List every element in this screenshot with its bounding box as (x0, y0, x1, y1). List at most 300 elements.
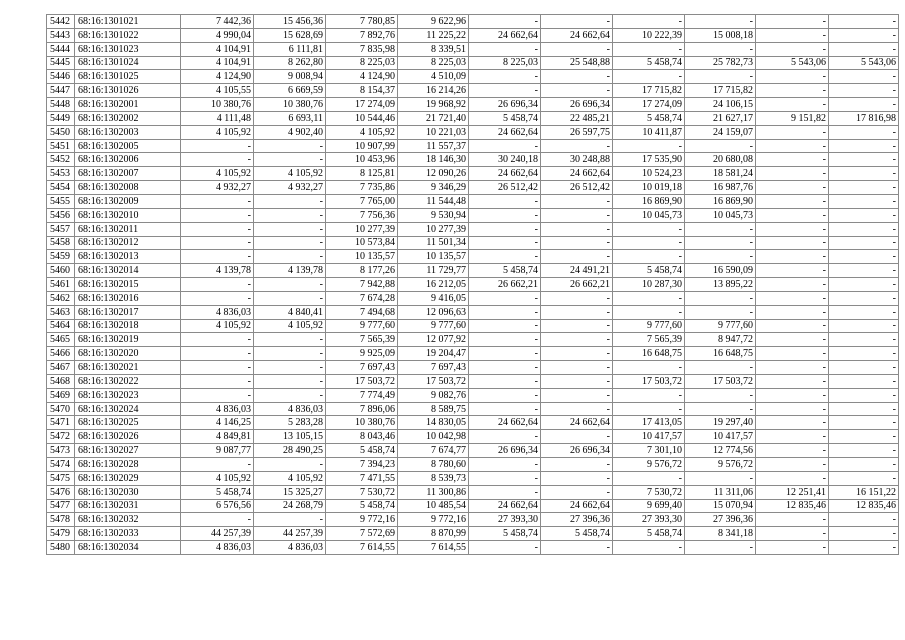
row-number-cell: 5465 (47, 333, 75, 347)
value-cell: - (254, 278, 326, 292)
value-cell: 4 932,27 (254, 181, 326, 195)
value-cell: - (541, 139, 613, 153)
value-cell: 7 674,77 (398, 444, 469, 458)
value-cell: 10 417,57 (613, 430, 685, 444)
value-cell: - (469, 347, 541, 361)
cadastral-code-cell: 68:16:1301021 (75, 15, 181, 29)
value-cell: 24 662,64 (469, 28, 541, 42)
value-cell: 8 125,81 (326, 167, 398, 181)
value-cell: 7 765,00 (326, 194, 398, 208)
value-cell: 8 262,80 (254, 56, 326, 70)
value-cell: 17 715,82 (685, 84, 756, 98)
value-cell: - (613, 471, 685, 485)
value-cell: - (829, 471, 899, 485)
value-cell: 8 947,72 (685, 333, 756, 347)
value-cell: - (541, 347, 613, 361)
value-cell: 7 896,06 (326, 402, 398, 416)
value-cell: 19 297,40 (685, 416, 756, 430)
row-number-cell: 5447 (47, 84, 75, 98)
value-cell: - (541, 305, 613, 319)
value-cell: - (829, 167, 899, 181)
cadastral-code-cell: 68:16:1302009 (75, 194, 181, 208)
value-cell: 15 325,27 (254, 485, 326, 499)
value-cell: - (469, 430, 541, 444)
row-number-cell: 5445 (47, 56, 75, 70)
value-cell: 4 104,91 (181, 42, 254, 56)
value-cell: - (613, 305, 685, 319)
value-cell: 12 774,56 (685, 444, 756, 458)
table-row (47, 430, 899, 444)
table-row (47, 499, 899, 513)
table-row (47, 181, 899, 195)
value-cell: 8 225,03 (469, 56, 541, 70)
value-cell: 20 680,08 (685, 153, 756, 167)
cadastral-code-cell: 68:16:1302014 (75, 264, 181, 278)
row-number-cell: 5456 (47, 208, 75, 222)
value-cell: 17 715,82 (613, 84, 685, 98)
value-cell: 10 417,57 (685, 430, 756, 444)
value-cell: - (613, 222, 685, 236)
cadastral-code-cell: 68:16:1302008 (75, 181, 181, 195)
value-cell: - (469, 333, 541, 347)
value-cell: - (829, 527, 899, 541)
value-cell: - (685, 402, 756, 416)
value-cell: - (254, 194, 326, 208)
value-cell: - (685, 305, 756, 319)
value-cell: - (254, 250, 326, 264)
value-cell: 17 274,09 (326, 98, 398, 112)
value-cell: 4 105,92 (326, 125, 398, 139)
value-cell: - (829, 319, 899, 333)
table-body (47, 15, 899, 555)
value-cell: - (254, 333, 326, 347)
value-cell: 4 105,92 (254, 471, 326, 485)
value-cell: - (756, 416, 829, 430)
cadastral-code-cell: 68:16:1302013 (75, 250, 181, 264)
row-number-cell: 5463 (47, 305, 75, 319)
value-cell: 10 045,73 (685, 208, 756, 222)
value-cell: - (829, 444, 899, 458)
value-cell: 25 548,88 (541, 56, 613, 70)
table-row (47, 194, 899, 208)
value-cell: 15 628,69 (254, 28, 326, 42)
cadastral-code-cell: 68:16:1301025 (75, 70, 181, 84)
value-cell: - (541, 15, 613, 29)
value-cell: - (756, 125, 829, 139)
value-cell: 9 699,40 (613, 499, 685, 513)
value-cell: 17 816,98 (829, 111, 899, 125)
cadastral-code-cell: 68:16:1302027 (75, 444, 181, 458)
value-cell: - (541, 471, 613, 485)
value-cell: - (756, 527, 829, 541)
table-row (47, 28, 899, 42)
value-cell: 8 341,18 (685, 527, 756, 541)
cadastral-code-cell: 68:16:1302017 (75, 305, 181, 319)
value-cell: 12 251,41 (756, 485, 829, 499)
value-cell: 5 458,74 (613, 527, 685, 541)
value-cell: 16 987,76 (685, 181, 756, 195)
value-cell: - (829, 264, 899, 278)
value-cell: 30 248,88 (541, 153, 613, 167)
value-cell: - (469, 361, 541, 375)
cadastral-code-cell: 68:16:1302010 (75, 208, 181, 222)
value-cell: 27 396,36 (541, 513, 613, 527)
value-cell: 24 662,64 (469, 167, 541, 181)
value-cell: 4 105,92 (181, 125, 254, 139)
table-row (47, 98, 899, 112)
value-cell: 9 772,16 (398, 513, 469, 527)
value-cell: - (756, 42, 829, 56)
cadastral-code-cell: 68:16:1302005 (75, 139, 181, 153)
value-cell: - (685, 541, 756, 555)
row-number-cell: 5442 (47, 15, 75, 29)
value-cell: 24 662,64 (469, 125, 541, 139)
cadastral-code-cell: 68:16:1301026 (75, 84, 181, 98)
value-cell: - (829, 333, 899, 347)
value-cell: - (685, 471, 756, 485)
cadastral-code-cell: 68:16:1302022 (75, 374, 181, 388)
value-cell: - (181, 139, 254, 153)
cadastral-code-cell: 68:16:1302001 (75, 98, 181, 112)
table-row (47, 236, 899, 250)
value-cell: - (756, 374, 829, 388)
value-cell: 7 892,76 (326, 28, 398, 42)
value-cell: 5 458,74 (613, 111, 685, 125)
value-cell: 24 662,64 (541, 28, 613, 42)
value-cell: 11 557,37 (398, 139, 469, 153)
cadastral-code-cell: 68:16:1302019 (75, 333, 181, 347)
value-cell: - (829, 458, 899, 472)
value-cell: 4 836,03 (254, 541, 326, 555)
value-cell: - (541, 250, 613, 264)
value-cell: 27 393,30 (613, 513, 685, 527)
value-cell: - (756, 291, 829, 305)
value-cell: 4 902,40 (254, 125, 326, 139)
cadastral-code-cell: 68:16:1302012 (75, 236, 181, 250)
value-cell: 10 411,87 (613, 125, 685, 139)
value-cell: 10 042,98 (398, 430, 469, 444)
table-row (47, 167, 899, 181)
value-cell: 17 413,05 (613, 416, 685, 430)
value-cell: - (541, 319, 613, 333)
row-number-cell: 5474 (47, 458, 75, 472)
table-row (47, 333, 899, 347)
value-cell: - (469, 194, 541, 208)
value-cell: - (541, 388, 613, 402)
cadastral-code-cell: 68:16:1302024 (75, 402, 181, 416)
value-cell: 7 756,36 (326, 208, 398, 222)
value-cell: 9 416,05 (398, 291, 469, 305)
value-cell: 27 396,36 (685, 513, 756, 527)
value-cell: - (469, 485, 541, 499)
value-cell: - (613, 541, 685, 555)
cadastral-code-cell: 68:16:1302031 (75, 499, 181, 513)
value-cell: 9 777,60 (398, 319, 469, 333)
value-cell: 11 300,86 (398, 485, 469, 499)
value-cell: 16 214,26 (398, 84, 469, 98)
value-cell: - (541, 333, 613, 347)
value-cell: - (254, 222, 326, 236)
table-row (47, 444, 899, 458)
cadastral-code-cell: 68:16:1302032 (75, 513, 181, 527)
value-cell: - (685, 222, 756, 236)
value-cell: 4 836,03 (181, 402, 254, 416)
value-cell: 7 394,23 (326, 458, 398, 472)
table-row (47, 56, 899, 70)
table-row (47, 513, 899, 527)
value-cell: - (685, 236, 756, 250)
value-cell: 8 154,37 (326, 84, 398, 98)
value-cell: - (613, 236, 685, 250)
value-cell: - (181, 222, 254, 236)
value-cell: 10 573,84 (326, 236, 398, 250)
table-row (47, 319, 899, 333)
value-cell: - (685, 250, 756, 264)
value-cell: - (613, 388, 685, 402)
value-cell: 17 503,72 (685, 374, 756, 388)
value-cell: 22 485,21 (541, 111, 613, 125)
value-cell: - (756, 513, 829, 527)
value-cell: 7 442,36 (181, 15, 254, 29)
value-cell: 17 503,72 (613, 374, 685, 388)
value-cell: 14 830,05 (398, 416, 469, 430)
value-cell: 4 990,04 (181, 28, 254, 42)
value-cell: - (829, 347, 899, 361)
value-cell: - (541, 458, 613, 472)
value-cell: 6 576,56 (181, 499, 254, 513)
value-cell: 9 151,82 (756, 111, 829, 125)
table-row (47, 541, 899, 555)
value-cell: 10 135,57 (398, 250, 469, 264)
value-cell: 4 105,92 (254, 167, 326, 181)
value-cell: - (254, 291, 326, 305)
row-number-cell: 5471 (47, 416, 75, 430)
value-cell: - (469, 42, 541, 56)
cadastral-code-cell: 68:16:1302007 (75, 167, 181, 181)
row-number-cell: 5449 (47, 111, 75, 125)
row-number-cell: 5470 (47, 402, 75, 416)
value-cell: - (541, 430, 613, 444)
value-cell: 24 662,64 (541, 167, 613, 181)
value-cell: - (829, 541, 899, 555)
value-cell: - (756, 333, 829, 347)
value-cell: 13 105,15 (254, 430, 326, 444)
row-number-cell: 5451 (47, 139, 75, 153)
value-cell: - (685, 388, 756, 402)
value-cell: - (756, 458, 829, 472)
table-row (47, 361, 899, 375)
value-cell: 7 674,28 (326, 291, 398, 305)
value-cell: 4 849,81 (181, 430, 254, 444)
value-cell: 7 471,55 (326, 471, 398, 485)
value-cell: - (541, 208, 613, 222)
value-cell: 10 019,18 (613, 181, 685, 195)
value-cell: 26 696,34 (541, 444, 613, 458)
value-cell: 7 942,88 (326, 278, 398, 292)
value-cell: - (756, 236, 829, 250)
value-cell: - (469, 15, 541, 29)
value-cell: 16 648,75 (685, 347, 756, 361)
value-cell: - (829, 194, 899, 208)
value-cell: 7 530,72 (613, 485, 685, 499)
table-row (47, 111, 899, 125)
value-cell: 5 458,74 (613, 56, 685, 70)
value-cell: 24 491,21 (541, 264, 613, 278)
row-number-cell: 5450 (47, 125, 75, 139)
value-cell: - (541, 84, 613, 98)
row-number-cell: 5444 (47, 42, 75, 56)
row-number-cell: 5472 (47, 430, 75, 444)
value-cell: 10 453,96 (326, 153, 398, 167)
value-cell: - (756, 153, 829, 167)
row-number-cell: 5455 (47, 194, 75, 208)
cadastral-code-cell: 68:16:1302034 (75, 541, 181, 555)
value-cell: - (756, 430, 829, 444)
value-cell: - (469, 291, 541, 305)
row-number-cell: 5460 (47, 264, 75, 278)
value-cell: 11 225,22 (398, 28, 469, 42)
cadastral-code-cell: 68:16:1302023 (75, 388, 181, 402)
value-cell: 12 077,92 (398, 333, 469, 347)
table-row (47, 347, 899, 361)
value-cell: - (613, 361, 685, 375)
value-cell: 4 104,91 (181, 56, 254, 70)
value-cell: 9 530,94 (398, 208, 469, 222)
value-cell: 5 458,74 (469, 111, 541, 125)
table-row (47, 84, 899, 98)
value-cell: - (469, 402, 541, 416)
value-cell: 26 512,42 (469, 181, 541, 195)
value-cell: 18 146,30 (398, 153, 469, 167)
table-row (47, 388, 899, 402)
value-cell: 5 283,28 (254, 416, 326, 430)
value-cell: - (829, 291, 899, 305)
value-cell: 27 393,30 (469, 513, 541, 527)
value-cell: 11 544,48 (398, 194, 469, 208)
cadastral-code-cell: 68:16:1302021 (75, 361, 181, 375)
value-cell: 4 840,41 (254, 305, 326, 319)
value-cell: 9 576,72 (613, 458, 685, 472)
table-row (47, 485, 899, 499)
value-cell: 4 932,27 (181, 181, 254, 195)
value-cell: 10 907,99 (326, 139, 398, 153)
value-cell: - (756, 84, 829, 98)
value-cell: - (469, 84, 541, 98)
value-cell: 4 124,90 (181, 70, 254, 84)
row-number-cell: 5453 (47, 167, 75, 181)
value-cell: 7 565,39 (613, 333, 685, 347)
value-cell: - (181, 208, 254, 222)
row-number-cell: 5461 (47, 278, 75, 292)
value-cell: 11 501,34 (398, 236, 469, 250)
cadastral-code-cell: 68:16:1302002 (75, 111, 181, 125)
value-cell: 5 458,74 (469, 264, 541, 278)
value-cell: 4 105,92 (181, 471, 254, 485)
table-row (47, 139, 899, 153)
value-cell: 12 096,63 (398, 305, 469, 319)
value-cell: 7 697,43 (326, 361, 398, 375)
value-cell: - (756, 444, 829, 458)
value-cell: - (756, 28, 829, 42)
row-number-cell: 5462 (47, 291, 75, 305)
row-number-cell: 5467 (47, 361, 75, 375)
table-row (47, 42, 899, 56)
value-cell: 19 968,92 (398, 98, 469, 112)
value-cell: 16 590,09 (685, 264, 756, 278)
value-cell: - (541, 70, 613, 84)
value-cell: - (181, 388, 254, 402)
value-cell: 8 870,99 (398, 527, 469, 541)
value-cell: - (181, 347, 254, 361)
value-cell: 26 696,34 (469, 98, 541, 112)
value-cell: - (613, 402, 685, 416)
value-cell: - (756, 208, 829, 222)
value-cell: - (541, 42, 613, 56)
cadastral-code-cell: 68:16:1301023 (75, 42, 181, 56)
row-number-cell: 5452 (47, 153, 75, 167)
value-cell: 18 581,24 (685, 167, 756, 181)
cadastral-code-cell: 68:16:1302025 (75, 416, 181, 430)
value-cell: 17 535,90 (613, 153, 685, 167)
row-number-cell: 5468 (47, 374, 75, 388)
value-cell: - (829, 416, 899, 430)
value-cell: - (829, 15, 899, 29)
value-cell: 7 530,72 (326, 485, 398, 499)
value-cell: 6 693,11 (254, 111, 326, 125)
value-cell: 9 777,60 (613, 319, 685, 333)
cadastral-code-cell: 68:16:1302020 (75, 347, 181, 361)
table-row (47, 264, 899, 278)
value-cell: - (756, 278, 829, 292)
value-cell: 7 494,68 (326, 305, 398, 319)
value-cell: 10 277,39 (398, 222, 469, 236)
table-row (47, 208, 899, 222)
value-cell: 8 177,26 (326, 264, 398, 278)
value-cell: 26 696,34 (541, 98, 613, 112)
value-cell: - (756, 305, 829, 319)
value-cell: - (756, 471, 829, 485)
value-cell: 4 836,03 (181, 305, 254, 319)
value-cell: - (829, 28, 899, 42)
value-cell: 9 008,94 (254, 70, 326, 84)
row-number-cell: 5478 (47, 513, 75, 527)
value-cell: 10 485,54 (398, 499, 469, 513)
value-cell: - (469, 222, 541, 236)
value-cell: - (181, 153, 254, 167)
value-cell: 4 111,48 (181, 111, 254, 125)
value-cell: - (541, 361, 613, 375)
value-cell: 10 380,76 (326, 416, 398, 430)
value-cell: 9 925,09 (326, 347, 398, 361)
row-number-cell: 5480 (47, 541, 75, 555)
value-cell: 4 105,92 (181, 319, 254, 333)
value-cell: 4 139,78 (181, 264, 254, 278)
value-cell: - (254, 374, 326, 388)
value-cell: - (829, 430, 899, 444)
row-number-cell: 5448 (47, 98, 75, 112)
value-cell: - (756, 402, 829, 416)
value-cell: 9 622,96 (398, 15, 469, 29)
value-cell: 24 662,64 (469, 499, 541, 513)
table-row (47, 416, 899, 430)
value-cell: 15 070,94 (685, 499, 756, 513)
row-number-cell: 5476 (47, 485, 75, 499)
value-cell: - (181, 458, 254, 472)
value-cell: 19 204,47 (398, 347, 469, 361)
value-cell: 17 274,09 (613, 98, 685, 112)
row-number-cell: 5479 (47, 527, 75, 541)
value-cell: - (829, 374, 899, 388)
